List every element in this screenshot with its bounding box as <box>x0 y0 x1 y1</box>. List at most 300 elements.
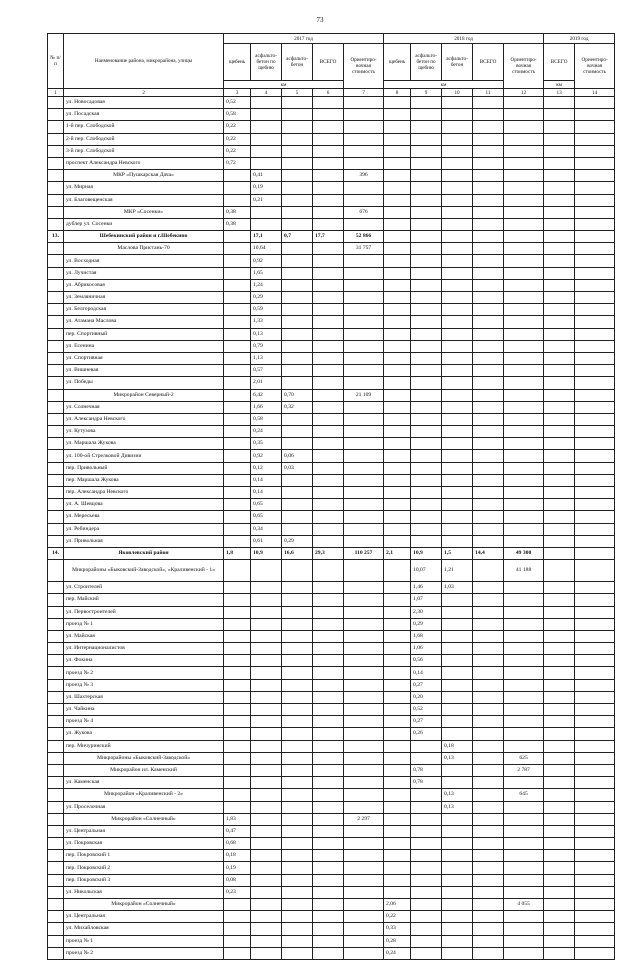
value-cell <box>224 764 251 776</box>
value-cell <box>251 825 282 837</box>
street-row <box>48 316 615 328</box>
value-cell <box>442 267 473 279</box>
row-number-cell <box>48 316 64 328</box>
value-cell: 1,33 <box>251 316 282 328</box>
value-cell <box>504 862 544 874</box>
value-cell <box>224 474 251 486</box>
value-cell <box>251 862 282 874</box>
value-cell <box>411 292 442 304</box>
value-cell: 0,29 <box>251 292 282 304</box>
value-cell <box>282 316 313 328</box>
value-cell <box>384 752 411 764</box>
value-cell: 676 <box>344 206 384 218</box>
value-cell: 0,18 <box>442 740 473 752</box>
value-cell <box>384 582 411 594</box>
value-cell <box>344 340 384 352</box>
row-number-cell <box>48 352 64 364</box>
street-name-cell: ул. Жукова <box>64 728 224 740</box>
street-name-cell: ул. Новосадовая <box>64 97 224 109</box>
value-cell <box>544 511 575 523</box>
value-cell <box>251 643 282 655</box>
street-row <box>48 426 615 438</box>
street-name-cell: проезд № 1 <box>64 618 224 630</box>
value-cell <box>442 874 473 886</box>
value-cell <box>224 292 251 304</box>
value-cell <box>411 947 442 959</box>
value-cell <box>473 630 504 642</box>
row-number-cell <box>48 487 64 499</box>
value-cell <box>575 474 615 486</box>
value-cell <box>544 218 575 230</box>
value-cell <box>384 850 411 862</box>
value-cell <box>544 438 575 450</box>
street-name-cell: Микрорайон «Солнечный» <box>64 899 224 911</box>
street-row <box>48 594 615 606</box>
value-cell <box>504 426 544 438</box>
value-cell <box>442 316 473 328</box>
street-name-cell: проезд № 2 <box>64 667 224 679</box>
value-cell: 0,61 <box>251 535 282 547</box>
value-cell <box>313 838 344 850</box>
value-cell <box>344 679 384 691</box>
value-cell <box>504 667 544 679</box>
value-cell <box>384 279 411 291</box>
value-cell <box>473 97 504 109</box>
value-cell <box>384 825 411 837</box>
value-cell <box>313 752 344 764</box>
value-cell <box>313 292 344 304</box>
value-cell <box>384 145 411 157</box>
value-cell <box>411 231 442 243</box>
value-cell: 0,18 <box>224 850 251 862</box>
value-cell <box>251 606 282 618</box>
value-cell <box>282 157 313 169</box>
street-name-cell: ул. Интернационалистов <box>64 643 224 655</box>
value-cell <box>504 511 544 523</box>
value-cell <box>411 862 442 874</box>
street-name-cell: Микрорайон «Краливенский - 2» <box>64 789 224 801</box>
street-name-cell: ул. Мирная <box>64 182 224 194</box>
value-cell <box>544 582 575 594</box>
value-cell <box>251 777 282 789</box>
value-cell: 0,20 <box>411 691 442 703</box>
value-cell <box>473 667 504 679</box>
value-cell <box>504 630 544 642</box>
value-cell <box>575 716 615 728</box>
value-cell <box>313 182 344 194</box>
value-cell <box>442 450 473 462</box>
sub-cost-2018: Ориентиро-вочная стоимость <box>504 44 544 89</box>
value-cell <box>575 838 615 850</box>
value-cell: 0,13 <box>442 752 473 764</box>
value-cell: 0,58 <box>251 413 282 425</box>
value-cell <box>344 523 384 535</box>
value-cell <box>344 618 384 630</box>
street-name-cell: ул. 100-ой Стрелковой Дивизии <box>64 450 224 462</box>
sub-total-2019: ВСЕГО <box>544 44 575 81</box>
value-cell <box>544 243 575 255</box>
value-cell <box>411 850 442 862</box>
value-cell <box>473 655 504 667</box>
value-cell <box>251 704 282 716</box>
value-cell <box>224 704 251 716</box>
street-name-cell: ул. Покровская <box>64 838 224 850</box>
street-name-cell: пер. Спортивный <box>64 328 224 340</box>
row-number-cell <box>48 923 64 935</box>
value-cell <box>442 413 473 425</box>
value-cell <box>411 462 442 474</box>
value-cell: 41 188 <box>504 560 544 582</box>
value-cell <box>504 413 544 425</box>
row-number-cell <box>48 267 64 279</box>
value-cell <box>313 618 344 630</box>
value-cell <box>411 874 442 886</box>
value-cell <box>384 426 411 438</box>
street-name-cell: ул. Первостроителей <box>64 606 224 618</box>
value-cell <box>411 340 442 352</box>
value-cell <box>442 606 473 618</box>
value-cell <box>224 231 251 243</box>
row-number-cell <box>48 643 64 655</box>
value-cell <box>384 243 411 255</box>
value-cell: 2 297 <box>344 813 384 825</box>
value-cell <box>544 340 575 352</box>
value-cell <box>411 523 442 535</box>
value-cell <box>575 923 615 935</box>
value-cell: 0,78 <box>411 777 442 789</box>
value-cell <box>384 121 411 133</box>
year-2018-header: 2018 год <box>384 34 544 44</box>
value-cell <box>313 947 344 959</box>
value-cell <box>504 740 544 752</box>
value-cell <box>473 206 504 218</box>
value-cell <box>411 267 442 279</box>
value-cell <box>442 923 473 935</box>
row-number-cell <box>48 413 64 425</box>
value-cell <box>313 157 344 169</box>
row-number-cell <box>48 340 64 352</box>
value-cell <box>282 304 313 316</box>
value-cell <box>313 764 344 776</box>
value-cell <box>384 170 411 182</box>
street-name-cell: Микрорайоны «Быковский-Заводской» <box>64 752 224 764</box>
value-cell: 52 866 <box>344 231 384 243</box>
value-cell <box>224 267 251 279</box>
row-number-cell <box>48 801 64 813</box>
value-cell <box>282 777 313 789</box>
value-cell <box>575 911 615 923</box>
column-number: 4 <box>251 89 282 97</box>
value-cell <box>313 704 344 716</box>
value-cell <box>473 145 504 157</box>
value-cell <box>544 560 575 582</box>
street-row <box>48 801 615 813</box>
value-cell <box>313 582 344 594</box>
value-cell: 6,42 <box>251 389 282 401</box>
value-cell <box>504 947 544 959</box>
value-cell <box>504 911 544 923</box>
value-cell <box>575 618 615 630</box>
value-cell <box>473 499 504 511</box>
value-cell <box>575 535 615 547</box>
value-cell <box>344 133 384 145</box>
street-name-cell: ул. Никольская <box>64 886 224 898</box>
value-cell: 2,01 <box>251 377 282 389</box>
value-cell <box>282 704 313 716</box>
value-cell <box>224 935 251 947</box>
value-cell <box>575 450 615 462</box>
value-cell <box>251 850 282 862</box>
value-cell <box>282 947 313 959</box>
row-number-cell <box>48 109 64 121</box>
value-cell <box>282 474 313 486</box>
value-cell <box>473 231 504 243</box>
value-cell <box>504 643 544 655</box>
value-cell <box>224 643 251 655</box>
column-number: 9 <box>411 89 442 97</box>
value-cell <box>224 340 251 352</box>
value-cell <box>344 121 384 133</box>
value-cell: 0,41 <box>251 170 282 182</box>
value-cell <box>384 109 411 121</box>
value-cell <box>384 206 411 218</box>
value-cell <box>544 801 575 813</box>
row-number-cell <box>48 279 64 291</box>
value-cell <box>473 438 504 450</box>
street-name-cell: Микрорайон «Солнечный» <box>64 813 224 825</box>
value-cell <box>442 157 473 169</box>
street-name-cell: ул. Майская <box>64 630 224 642</box>
value-cell <box>544 292 575 304</box>
value-cell <box>251 838 282 850</box>
value-cell <box>224 740 251 752</box>
value-cell <box>544 728 575 740</box>
value-cell <box>473 352 504 364</box>
value-cell <box>251 789 282 801</box>
value-cell <box>473 365 504 377</box>
value-cell <box>504 825 544 837</box>
value-cell <box>251 560 282 582</box>
unit-km-2018: км <box>384 81 504 89</box>
value-cell: 2,30 <box>411 606 442 618</box>
value-cell <box>442 218 473 230</box>
row-number-cell <box>48 716 64 728</box>
value-cell <box>575 606 615 618</box>
value-cell <box>442 97 473 109</box>
row-number-cell <box>48 606 64 618</box>
street-name-cell: ул. Спортивная <box>64 352 224 364</box>
value-cell <box>442 535 473 547</box>
value-cell <box>504 838 544 850</box>
street-row <box>48 279 615 291</box>
value-cell <box>251 218 282 230</box>
value-cell <box>575 316 615 328</box>
value-cell <box>473 182 504 194</box>
value-cell <box>504 145 544 157</box>
value-cell <box>473 691 504 703</box>
street-row <box>48 474 615 486</box>
value-cell <box>442 255 473 267</box>
year-2017-header: 2017 год <box>224 34 384 44</box>
value-cell <box>575 487 615 499</box>
value-cell <box>224 438 251 450</box>
value-cell <box>282 170 313 182</box>
value-cell <box>224 243 251 255</box>
microdistrict-row <box>48 813 615 825</box>
value-cell <box>504 618 544 630</box>
street-name-cell: ул. Кутузова <box>64 426 224 438</box>
value-cell <box>544 426 575 438</box>
value-cell <box>473 426 504 438</box>
value-cell <box>251 97 282 109</box>
value-cell <box>251 801 282 813</box>
value-cell: 0,38 <box>224 218 251 230</box>
value-cell <box>344 352 384 364</box>
value-cell <box>251 874 282 886</box>
value-cell: 0,12 <box>251 462 282 474</box>
value-cell <box>344 377 384 389</box>
value-cell <box>411 838 442 850</box>
value-cell <box>313 923 344 935</box>
microdistrict-row <box>48 789 615 801</box>
street-row <box>48 267 615 279</box>
value-cell <box>504 716 544 728</box>
value-cell <box>282 582 313 594</box>
value-cell <box>251 133 282 145</box>
value-cell <box>575 764 615 776</box>
value-cell <box>313 426 344 438</box>
value-cell <box>282 886 313 898</box>
value-cell <box>282 594 313 606</box>
street-name-cell: ул. Абрикосовая <box>64 279 224 291</box>
value-cell: 0,13 <box>442 789 473 801</box>
value-cell <box>504 474 544 486</box>
value-cell <box>504 655 544 667</box>
value-cell <box>504 801 544 813</box>
value-cell: 0,27 <box>411 679 442 691</box>
column-number: 5 <box>282 89 313 97</box>
street-name-cell: ул. Ребиндера <box>64 523 224 535</box>
value-cell <box>473 716 504 728</box>
district-row <box>48 547 615 559</box>
street-name-cell: ул. Солнечная <box>64 401 224 413</box>
value-cell <box>442 643 473 655</box>
value-cell <box>544 838 575 850</box>
value-cell <box>344 218 384 230</box>
unit-km-2019: км <box>544 81 575 89</box>
value-cell: 1,65 <box>251 267 282 279</box>
value-cell <box>282 511 313 523</box>
value-cell <box>224 365 251 377</box>
value-cell <box>575 630 615 642</box>
value-cell <box>313 121 344 133</box>
sub-cost-2019: Ориентиро-вочная стоимость <box>575 44 615 89</box>
value-cell <box>504 499 544 511</box>
value-cell <box>442 243 473 255</box>
row-number-cell <box>48 777 64 789</box>
street-row <box>48 401 615 413</box>
value-cell <box>251 582 282 594</box>
street-name-cell: ул. Центральная <box>64 825 224 837</box>
value-cell: 1,21 <box>442 560 473 582</box>
row-number-cell <box>48 704 64 716</box>
value-cell <box>473 679 504 691</box>
street-row <box>48 947 615 959</box>
value-cell <box>384 474 411 486</box>
value-cell <box>544 911 575 923</box>
value-cell: 10,07 <box>411 560 442 582</box>
value-cell <box>282 691 313 703</box>
value-cell <box>344 109 384 121</box>
value-cell <box>504 170 544 182</box>
row-number-cell <box>48 157 64 169</box>
value-cell <box>411 157 442 169</box>
row-number-cell <box>48 499 64 511</box>
value-cell <box>473 377 504 389</box>
street-row <box>48 716 615 728</box>
row-number-cell: 14. <box>48 547 64 559</box>
value-cell <box>313 813 344 825</box>
value-cell <box>504 316 544 328</box>
street-name-cell: ул. Вишневая <box>64 365 224 377</box>
value-cell <box>344 594 384 606</box>
value-cell <box>282 789 313 801</box>
value-cell <box>251 813 282 825</box>
value-cell <box>224 170 251 182</box>
street-name-cell: проезд № 2 <box>64 947 224 959</box>
value-cell <box>504 813 544 825</box>
value-cell <box>313 133 344 145</box>
value-cell <box>344 560 384 582</box>
value-cell <box>384 365 411 377</box>
row-number-cell <box>48 133 64 145</box>
value-cell <box>442 947 473 959</box>
value-cell: 0,23 <box>224 886 251 898</box>
value-cell <box>442 499 473 511</box>
sub-total-2018: ВСЕГО <box>473 44 504 81</box>
value-cell <box>544 667 575 679</box>
row-number-cell <box>48 935 64 947</box>
value-cell <box>251 886 282 898</box>
value-cell <box>384 462 411 474</box>
value-cell <box>442 594 473 606</box>
value-cell <box>544 923 575 935</box>
column-numbers-row <box>48 89 615 97</box>
value-cell <box>384 377 411 389</box>
value-cell <box>251 935 282 947</box>
value-cell <box>575 560 615 582</box>
column-number: 6 <box>313 89 344 97</box>
value-cell <box>504 874 544 886</box>
value-cell <box>442 850 473 862</box>
value-cell <box>251 121 282 133</box>
street-name-cell: Шебекинский район и г.Шебекино <box>64 231 224 243</box>
value-cell <box>313 801 344 813</box>
value-cell <box>544 304 575 316</box>
value-cell <box>344 145 384 157</box>
value-cell <box>544 170 575 182</box>
value-cell <box>442 206 473 218</box>
value-cell <box>384 704 411 716</box>
value-cell: 0,78 <box>411 764 442 776</box>
value-cell <box>544 704 575 716</box>
street-row <box>48 630 615 642</box>
value-cell <box>224 450 251 462</box>
row-number-cell <box>48 255 64 267</box>
value-cell <box>344 874 384 886</box>
value-cell <box>544 316 575 328</box>
value-cell <box>473 947 504 959</box>
